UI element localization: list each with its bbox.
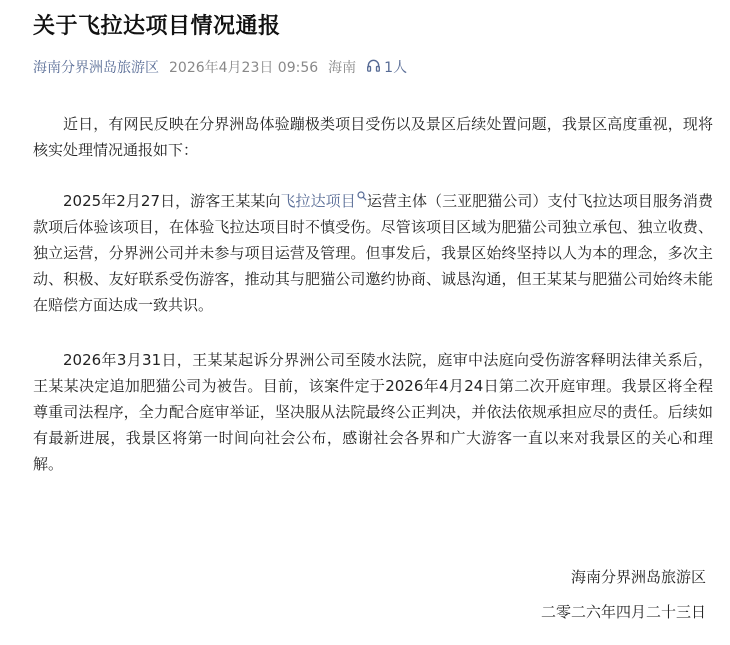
search-keyword-link[interactable] <box>281 192 367 210</box>
paragraph-incident-text-start: 2025年2月27日，游客王某某向 <box>63 192 281 210</box>
publish-location: 海南 <box>328 60 357 76</box>
article-title: 关于飞拉达项目情况通报 <box>33 14 281 39</box>
paragraph-incident <box>33 188 713 318</box>
signature-date: 二零二六年四月二十三日 <box>540 603 706 621</box>
signature-organization: 海南分界洲岛旅游区 <box>570 568 706 586</box>
search-icon <box>356 192 367 210</box>
listen-button[interactable] <box>366 57 407 77</box>
account-name-link[interactable]: 海南分界洲岛旅游区 <box>33 60 159 76</box>
paragraph-intro: 近日，有网民反映在分界洲岛体验蹦极类项目受伤以及景区后续处置问题，我景区高度重视，现将核实处理情况通报如下： <box>33 115 713 159</box>
paragraph-lawsuit: 2026年3月31日，王某某起诉分界洲公司至陵水法院，庭审中法庭向受伤游客释明法律关系后，王某某决定追加肥猫公司为被告。目前，该案件定于2026年4月24日第二次开庭审理。我景区将全程尊重司法程序，全力配合庭审举证，坚决服从法院最终公正判决，并依法依规承担应尽的责任。后续如有最新进展，我景区将第一时间向社会公布，感谢社会各界和广大游客一直以来对我景区的关心和理解。 <box>33 351 713 473</box>
listen-count: 1人 <box>384 60 408 76</box>
search-keyword-label: 飞拉达项目 <box>280 192 356 210</box>
headphones-icon <box>366 58 381 77</box>
paragraph-incident-text-end: 运营主体（三亚肥猫公司）支付飞拉达项目服务消费款项后体验该项目，在体验飞拉达项目时不慎受伤。尽管该项目区域为肥猫公司独立承包、独立收费、独立运营，分界洲公司并未参与项目运营及管理。但事发后，我景区始终坚持以人为本的理念，多次主动、积极、友好联系受伤游客，推动其与肥猫公司邀约协商、诚恳沟通，但王某某与肥猫公司始终未能在赔偿方面达成一致共识。 <box>33 192 713 314</box>
article-meta <box>33 57 407 77</box>
publish-datetime: 2026年4月23日 09:56 <box>169 60 319 76</box>
